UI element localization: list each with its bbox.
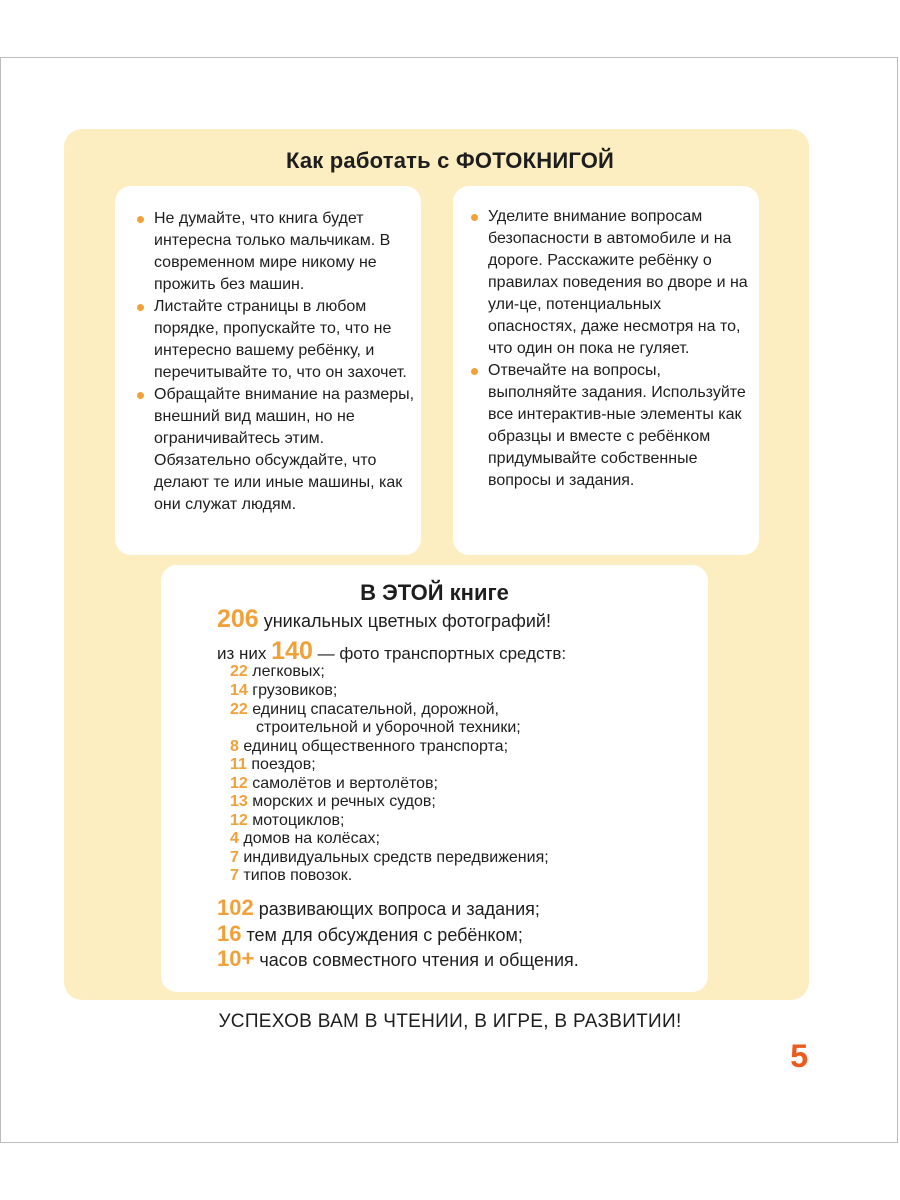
page-number: 5 <box>790 1038 808 1074</box>
list-item: 8 единиц общественного транспорта; <box>230 738 509 755</box>
panel-title: Как работать с ФОТОКНИГОЙ <box>285 148 615 173</box>
list-item: 12 мотоциклов; <box>230 812 345 829</box>
tip-item: Не думайте, что книга будет интересна только мальчикам. В современном мире никому не прожить без машин. <box>154 208 416 296</box>
book-contents-title: В ЭТОЙ книге <box>360 580 509 605</box>
photos-count: 206 <box>217 605 259 633</box>
list-item: 13 морских и речных судов; <box>230 793 436 810</box>
tips-list-left <box>154 208 416 516</box>
list-item: 7 типов повозок. <box>230 867 353 884</box>
footer-slogan: УСПЕХОВ ВАМ В ЧТЕНИИ, В ИГРЕ, В РАЗВИТИИ! <box>218 1011 682 1032</box>
transport-text: — фото транспортных средств: <box>317 644 567 663</box>
list-item: 7 индивидуальных средств передвижения; <box>230 849 549 866</box>
tips-list-right <box>488 206 753 492</box>
list-item: 22 легковых; <box>230 663 325 680</box>
list-item: 4 домов на колёсах; <box>230 830 380 847</box>
photos-line <box>217 605 551 634</box>
stat-line: 102 развивающих вопроса и задания; <box>217 895 540 920</box>
tips-card-left <box>115 186 421 555</box>
tip-item: Отвечайте на вопросы, выполняйте задания. Используйте все интерактив-ные элементы как образцы и вместе с ребёнком придумывайте собственные вопросы и задания. <box>488 360 753 492</box>
book-contents-card <box>161 565 708 992</box>
tip-item: Уделите внимание вопросам безопасности в автомобиле и на дороге. Расскажите ребёнку о правилах поведения во дворе и на ули-це, потенциальных опасностях, даже несмотря на то, что один он пока не гуляет. <box>488 206 753 360</box>
photos-text: уникальных цветных фотографий! <box>263 611 551 631</box>
transport-count: 140 <box>271 637 313 665</box>
tip-item: Листайте страницы в любом порядке, пропускайте то, что не интересно вашему ребёнку, и перечитывайте то, что он захочет. <box>154 296 416 384</box>
transport-prefix: из них <box>217 644 267 663</box>
tip-item: Обращайте внимание на размеры, внешний вид машин, но не ограничивайтесь этим. Обязательно обсуждайте, что делают те или иные машины, как они служат людям. <box>154 384 416 516</box>
list-item: 11 поездов; <box>230 756 316 773</box>
list-item: 12 самолётов и вертолётов; <box>230 775 438 792</box>
transport-line <box>217 637 566 666</box>
list-item: 14 грузовиков; <box>230 682 338 699</box>
list-item: 22 единиц спасательной, дорожной, <box>230 701 499 718</box>
list-item: строительной и уборочной техники; <box>256 719 521 736</box>
tips-card-right <box>453 186 759 555</box>
stat-line: 10+ часов совместного чтения и общения. <box>217 946 579 971</box>
stat-line: 16 тем для обсуждения с ребёнком; <box>217 921 523 946</box>
